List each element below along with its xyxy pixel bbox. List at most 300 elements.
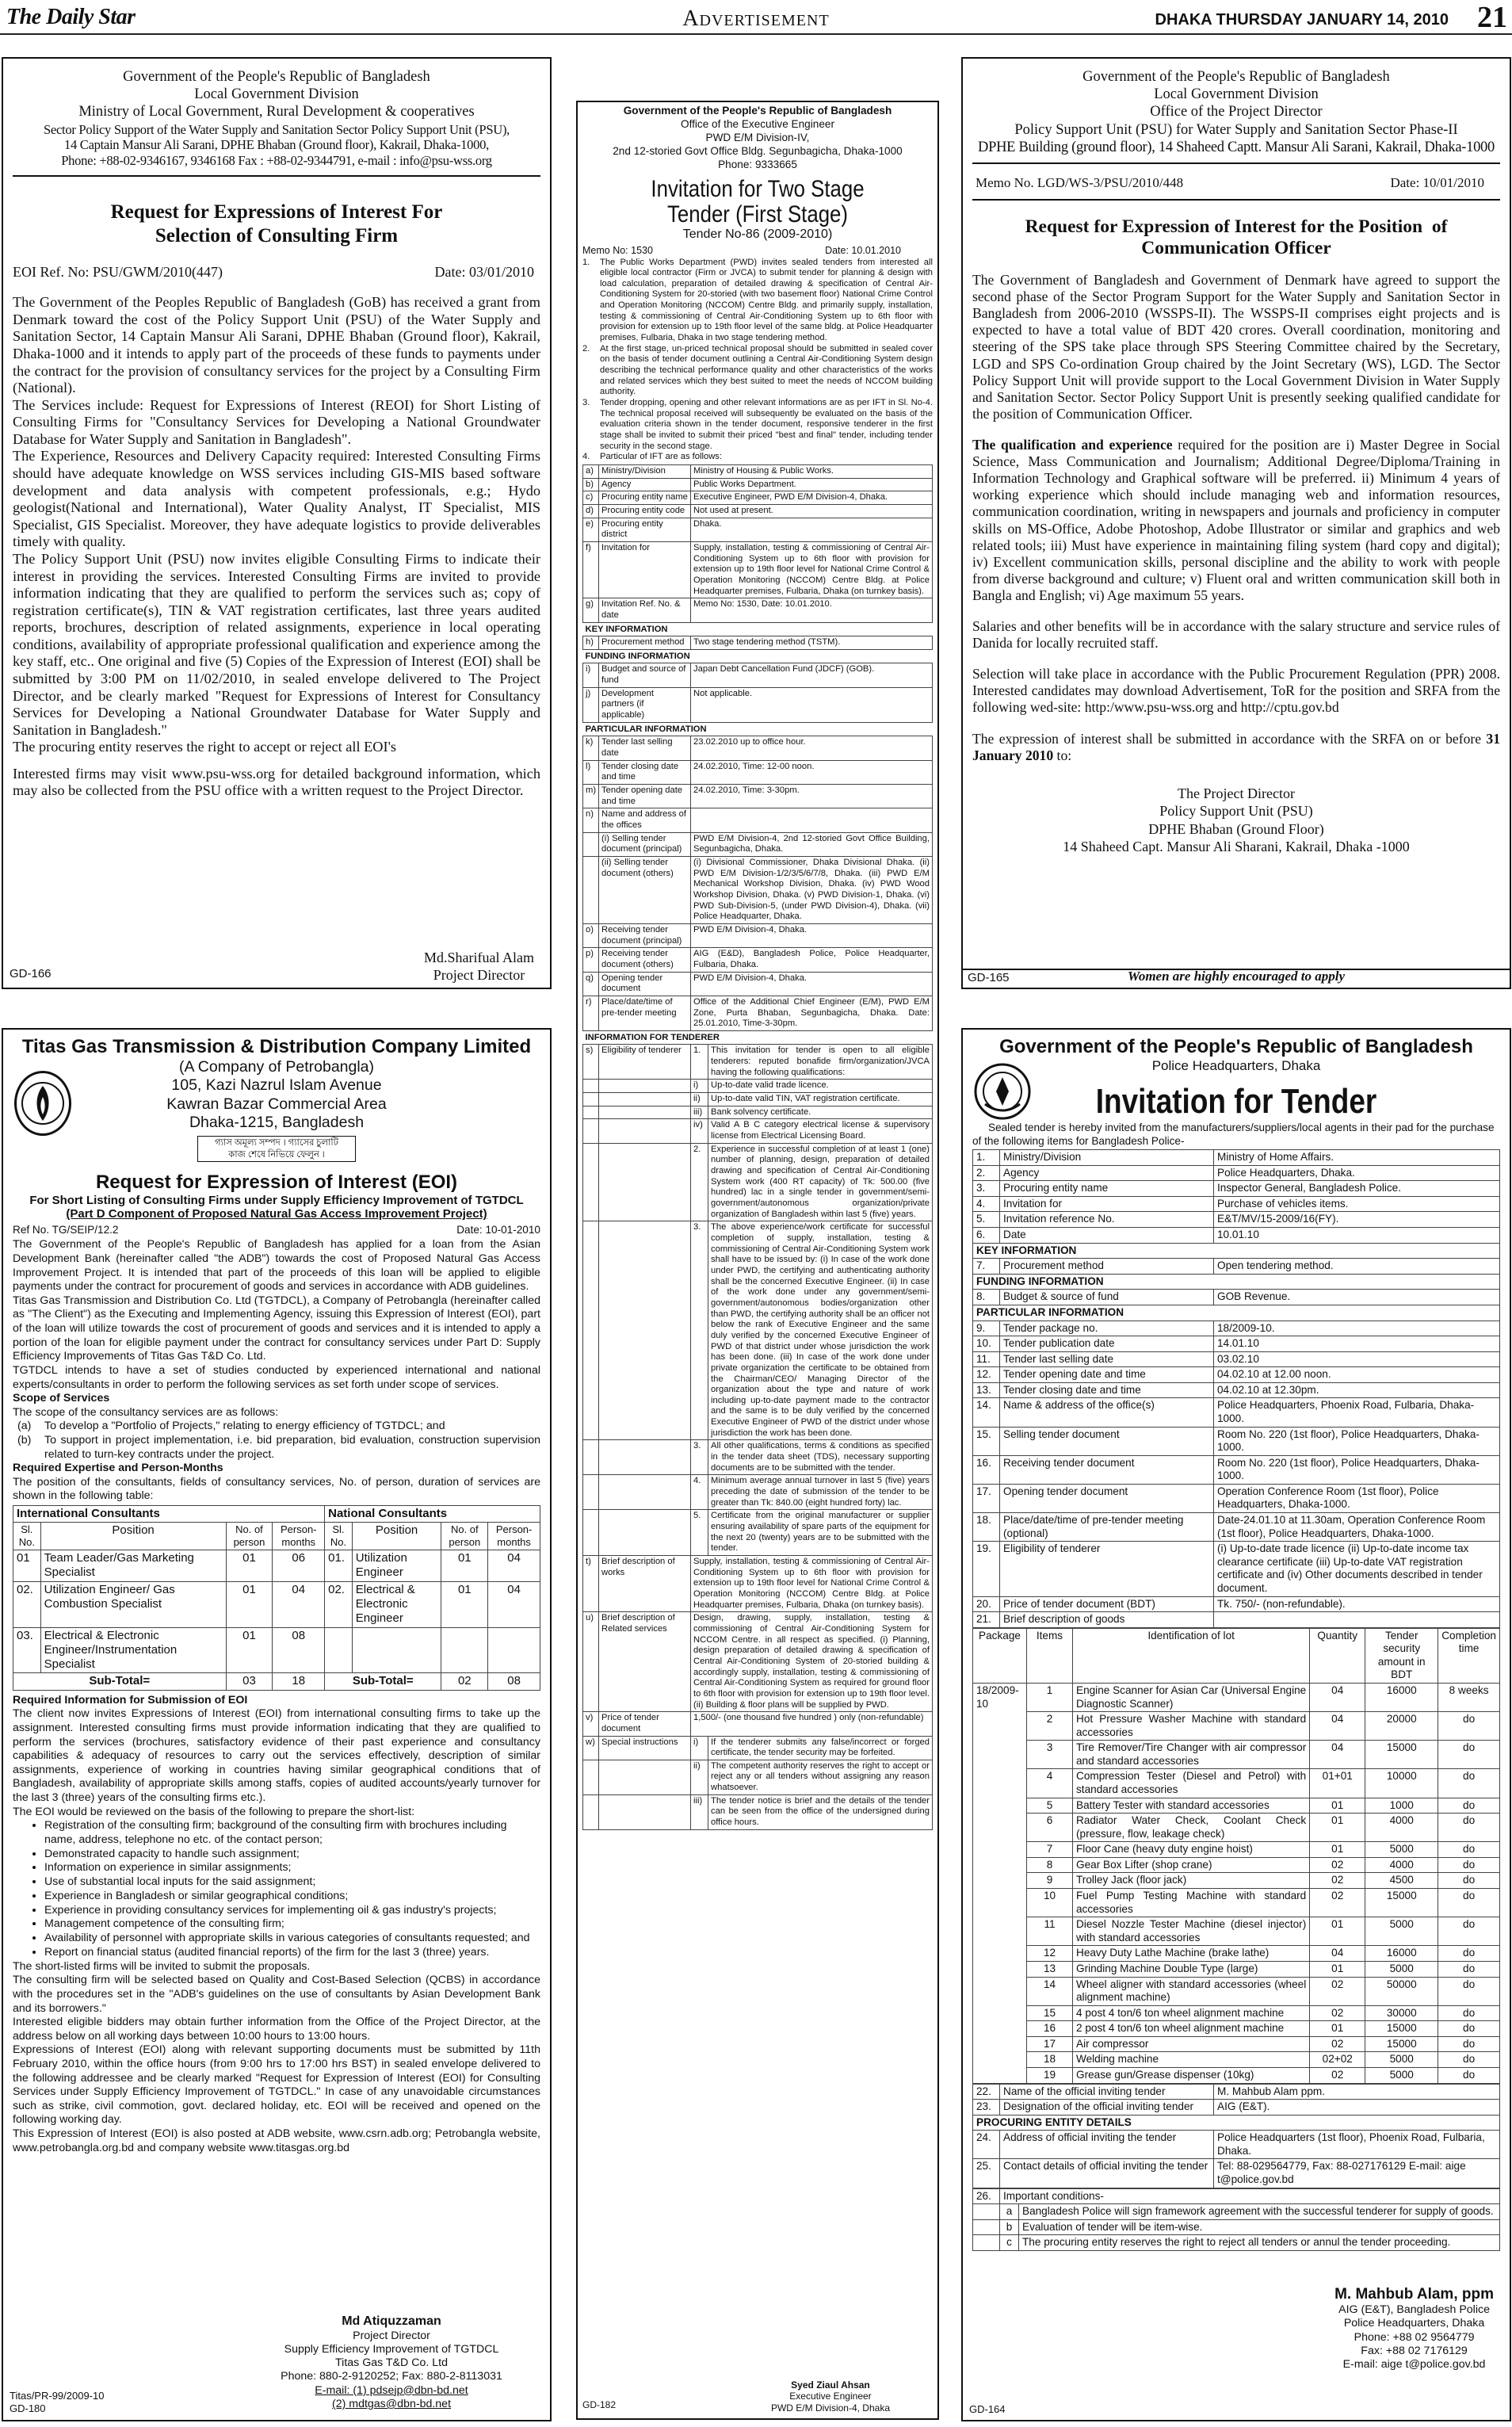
ad5-lot-cell: 4500 xyxy=(1365,1873,1438,1889)
ad4-cell: 01. xyxy=(325,1550,353,1582)
ad5-row-num: 19. xyxy=(973,1542,1000,1596)
ad2-row-key: k) xyxy=(583,736,599,760)
ad2-row-value xyxy=(691,808,933,832)
ad5-lot-cell: 04 xyxy=(1310,1712,1365,1741)
ad2-row-label: Opening tender document xyxy=(599,972,691,996)
ad5-row-value: 10.01.10 xyxy=(1214,1228,1500,1244)
ad4-cell: 01 xyxy=(226,1627,273,1673)
ad5-row xyxy=(973,1259,1500,1275)
ad5-lot-row xyxy=(973,1798,1500,1814)
ad5-lot-cell: do xyxy=(1438,1946,1500,1962)
ad5-lot-cell: 01+01 xyxy=(1310,1769,1365,1798)
ad5-lot-cell: Heavy Duty Lathe Machine (brake lathe) xyxy=(1073,1946,1310,1962)
ad4-col-header: No. of person xyxy=(441,1523,488,1550)
ad2-row-key xyxy=(583,1221,599,1440)
ad-police-invitation-tender xyxy=(961,1028,1511,2421)
ad4-scope-item xyxy=(13,1420,540,1434)
ad4-col-header: Position xyxy=(40,1523,226,1550)
ad3-deadline-date: 31 January 2010 xyxy=(972,730,1500,763)
ad5-lot-cell: 10 xyxy=(1027,1889,1073,1917)
ad4-col-header: No. of person xyxy=(226,1523,273,1550)
ad5-lot-cell: do xyxy=(1438,1814,1500,1842)
ad3-qualifications xyxy=(972,437,1500,604)
ad2-elig-num: 3. xyxy=(691,1440,708,1475)
ad5-row-value xyxy=(1214,1612,1500,1628)
ad5-row-value: Police Headquarters, Dhaka. xyxy=(1214,1165,1500,1181)
ad5-row-num: 18. xyxy=(973,1513,1000,1542)
ad2-row-label: (ii) Selling tender document (others) xyxy=(599,856,691,923)
ad4-cell: 02. xyxy=(13,1581,41,1627)
ad2-row xyxy=(583,923,933,947)
ad4-slogan: কাজ শেষে নিভিয়ে ফেলুন । xyxy=(228,1149,325,1160)
ad5-lot-cell: 16000 xyxy=(1365,1683,1438,1711)
ad2-elig-text: Certificate from the original manufacturer or supplier ensuring availability of spare parts of the equipment for the next 20 (twenty) years are to be submitted with the tender. xyxy=(708,1510,933,1556)
ad4-info-paragraph: The client now invites Expressions of Interest (EOI) from international consulting firms to take up the assignment. Interested consulting firms must provide information indicating that they are qualified to perform the services (brochures, satisfactory evidence of their past experience and consultancy capabilities & adequacy of resources to carry out the services effectively, description of similar assignments, experience of working in countries having similar geographical conditions that of Bangladesh, availability of appropriate skills among staffs, copies of audited accounts/yearly turnover for the last 3 (three) years of the consulting firms etc.). xyxy=(13,1707,540,1804)
ad4-consultant-row xyxy=(13,1581,540,1627)
ad-psu-eoi-consulting-firm xyxy=(2,57,552,989)
ad5-lot-cell: 02 xyxy=(1310,2068,1365,2084)
ad5-lot-cell: do xyxy=(1438,1917,1500,1946)
ad5-title: Invitation for Tender xyxy=(1095,1082,1377,1121)
ad2-row-label: Special instructions xyxy=(599,1736,691,1760)
ad2-row-value: 24.02.2010, Time: 3-30pm. xyxy=(691,785,933,808)
ad5-row xyxy=(973,2159,1500,2188)
ad4-paragraph: Titas Gas Transmission and Distribution Co. Ltd (TGTDCL), a Company of Petrobangla (hereinafter called as "The Client") as the Executing and Implementing Agency, issuing this Expression of Interest (EOI), part of the loan will utilize towards the cost of procurement of goods and services and it is intended to apply a portion of the loan for eligible payment under the contract for consultancy services under Part D: Supply Efficiency Improvements of Titas Gas T&D Co. Ltd. xyxy=(13,1294,540,1363)
ad2-elig-num: iv) xyxy=(691,1119,708,1143)
ad2-elig-text: Valid A B C category electrical license & supervisory license from Electrical Licensing Board. xyxy=(708,1119,933,1143)
ad5-lot-cell: 12 xyxy=(1027,1946,1073,1962)
ad2-row xyxy=(583,736,933,760)
ad2-section-heading: KEY INFORMATION xyxy=(585,624,668,634)
ad2-row-value: (i) Divisional Commissioner, Dhaka Divisional Dhaka. (ii) PWD E/M Division-1/2/3/5/6/7/8, Dhaka. (iii) PWD E/M Mechanical Workshop Division, Dhaka. (iv) PWD Wood Workshop Division, Dhaka. (v) PWD Division-1, Dhaka. (vi) PWD Sub-Division-5, (under PWD Division-4), Dhaka. (vii) Police Headquarter, Dhaka. xyxy=(691,856,933,923)
ad5-lot-row xyxy=(973,1873,1500,1889)
ad2-row-label: Invitation for xyxy=(599,541,691,598)
ad2-row-label: Brief description of works xyxy=(599,1556,691,1612)
ad5-row-label: Place/date/time of pre-tender meeting (optional) xyxy=(1000,1513,1214,1542)
ad5-lot-cell: 2 post 4 ton/6 ton wheel alignment machine xyxy=(1073,2021,1310,2037)
ad-titas-gas-eoi xyxy=(2,1028,552,2421)
ad2-row xyxy=(583,663,933,687)
ad5-row-label: Contact details of official inviting the tender xyxy=(1000,2159,1214,2188)
ad2-elig-num: 4. xyxy=(691,1475,708,1510)
ad5-lot-cell: 20000 xyxy=(1365,1712,1438,1741)
ad2-intro-num: 2. xyxy=(582,343,590,354)
ad2-row-key xyxy=(583,1475,599,1510)
ad2-row xyxy=(583,785,933,808)
ad4-subtotal-value: 08 xyxy=(488,1673,540,1690)
ad5-lot-cell: 02+02 xyxy=(1310,2052,1365,2068)
ad5-row-value: Inspector General, Bangladesh Police. xyxy=(1214,1181,1500,1197)
ad2-intro-text: Particular of IFT are as follows: xyxy=(600,452,722,462)
ad5-row-num: 20. xyxy=(973,1596,1000,1612)
ad5-lot-cell: 04 xyxy=(1310,1946,1365,1962)
ad4-criteria-item: • Use of substantial local inputs for the said assignment; xyxy=(44,1875,540,1890)
ad5-gd-code: GD-164 xyxy=(969,2403,1006,2415)
ad2-eligibility-row xyxy=(583,1093,933,1106)
ad2-row xyxy=(583,832,933,856)
ad4-closing-paragraph: The consulting firm will be selected based on Quality and Cost-Based Selection (QCBS) in accordance with the procedures set in the "ADB's guidelines on the use of consultants by Asian Development Bank and its borrowers." xyxy=(13,1974,540,2015)
ad1-org-line: Ministry of Local Government, Rural Development & cooperatives xyxy=(78,104,475,120)
ad5-intro: Sealed tender is hereby invited from the manufacturers/suppliers/local agents in their pad for the purchase of the following items for Bangladesh Police- xyxy=(972,1122,1495,1147)
ad5-row-num: 21. xyxy=(973,1612,1000,1628)
ad2-elig-text: If the tenderer submits any false/incorrect or forged certificate, the tender security may be forfeited. xyxy=(708,1736,933,1760)
ad2-row-key xyxy=(583,1440,599,1475)
ad2-office: Phone: 9333665 xyxy=(718,158,797,170)
ad5-row-label: Receiving tender document xyxy=(1000,1455,1214,1484)
issue-date: DHAKA THURSDAY JANUARY 14, 2010 xyxy=(1155,11,1449,29)
ad5-lot-row xyxy=(973,1814,1500,1842)
ad5-lot-cell: 30000 xyxy=(1365,2005,1438,2021)
ad2-row-label: Tender opening date and time xyxy=(599,785,691,808)
ad5-row-num: 15. xyxy=(973,1427,1000,1455)
ad5-condition-row xyxy=(973,2235,1500,2251)
ad2-special-row xyxy=(583,1760,933,1794)
ad4-cell xyxy=(488,1627,540,1673)
ad5-lot-cell: 15000 xyxy=(1365,1741,1438,1769)
ad5-official-table xyxy=(972,2084,1500,2188)
ad5-lot-row xyxy=(973,1917,1500,1946)
ad2-elig-num: ii) xyxy=(691,1760,708,1794)
ad5-row xyxy=(973,1455,1500,1484)
ad2-signatory-title: Executive Engineer xyxy=(789,2391,872,2402)
ad2-row-label: Procuring entity code xyxy=(599,504,691,518)
ad5-row xyxy=(973,1274,1500,1290)
ad5-lot-cell: do xyxy=(1438,1769,1500,1798)
ad5-row-label: Tender last selling date xyxy=(1000,1351,1214,1367)
ad5-lot-cell: 01 xyxy=(1310,1798,1365,1814)
ad4-closing-paragraph: Interested eligible bidders may obtain further information from the Office of the Project Director, at the address below on all working days between 10:00 hours to 13:00 hours. xyxy=(13,2016,540,2043)
ad5-lot-cell: 15000 xyxy=(1365,2036,1438,2052)
ad5-lot-cell: 15000 xyxy=(1365,1889,1438,1917)
ad5-lot-cell: 16 xyxy=(1027,2021,1073,2037)
ad4-ref: Ref No. TG/SEIP/12.2 xyxy=(13,1224,119,1236)
ad5-row-num: 14. xyxy=(973,1398,1000,1427)
ad5-lot-cell: 16000 xyxy=(1365,1946,1438,1962)
ad2-row-key: w) xyxy=(583,1736,599,1760)
ad5-row xyxy=(973,1181,1500,1197)
ad4-col-header-row xyxy=(13,1523,540,1550)
ad5-lot-cell: 5000 xyxy=(1365,2052,1438,2068)
ad5-row xyxy=(973,1484,1500,1512)
ad2-section-heading: FUNDING INFORMATION xyxy=(585,651,690,661)
ad2-row-key xyxy=(583,1794,599,1829)
ad4-sub-line: Dhaka-1215, Bangladesh xyxy=(189,1114,365,1132)
ad1-title: Selection of Consulting Firm xyxy=(155,225,399,247)
ad5-lot-cell: do xyxy=(1438,1741,1500,1769)
ad2-row-value: Not used at present. xyxy=(691,504,933,518)
ad5-row-value: E&T/MV/15-2009/16(FY). xyxy=(1214,1212,1500,1228)
ad3-deadline xyxy=(972,731,1500,764)
ad5-lot-cell: 17 xyxy=(1027,2036,1073,2052)
ad4-criteria-item: • Information on experience in similar assignments; xyxy=(44,1861,540,1875)
ad2-intro-num: 1. xyxy=(582,257,590,267)
ad4-col-header: Sl. No. xyxy=(325,1523,353,1550)
ad5-conditions-header xyxy=(973,2188,1500,2204)
ad4-criteria-item: • Experience in Bangladesh or similar geographical conditions; xyxy=(44,1890,540,1904)
ad5-lot-cell: do xyxy=(1438,2068,1500,2084)
ad5-row xyxy=(973,1165,1500,1181)
ad2-row-label: Ministry/Division xyxy=(599,464,691,478)
ad2-row-key: u) xyxy=(583,1612,599,1712)
ad5-row-num: 22. xyxy=(973,2084,1000,2100)
ad5-row-value: AIG (E&T). xyxy=(1214,2100,1500,2116)
ad2-row-label xyxy=(599,1143,691,1221)
ad3-qual-lead: The qualification and experience xyxy=(972,436,1173,453)
ad5-row-num: 9. xyxy=(973,1321,1000,1336)
ad5-lot-cell: 9 xyxy=(1027,1873,1073,1889)
ad2-row-key xyxy=(583,1143,599,1221)
ad3-address-line: 14 Shaheed Capt. Mansur Ali Sharani, Kakrail, Dhaka -1000 xyxy=(1063,839,1410,855)
ad5-lot-row xyxy=(973,1712,1500,1741)
ad5-row-value: 03.02.10 xyxy=(1214,1351,1500,1367)
ad5-row-label: Selling tender document xyxy=(1000,1427,1214,1455)
ad4-consultant-row xyxy=(13,1550,540,1582)
ad2-row-key: m) xyxy=(583,785,599,808)
ad2-row-key: b) xyxy=(583,478,599,491)
ad2-row xyxy=(583,722,933,736)
ad2-row-value: Not applicable. xyxy=(691,687,933,722)
newspaper-logo: The Daily Star xyxy=(6,5,136,29)
ad4-criteria-item: • Management competence of the consulting firm; xyxy=(44,1917,540,1932)
ad4-subtotal-label: Sub-Total= xyxy=(13,1673,227,1690)
ad5-row-label: Tender closing date and time xyxy=(1000,1382,1214,1398)
ad1-paragraph: The Policy Support Unit (PSU) now invites eligible Consulting Firms to indicate their interest in providing the services. Interested Consulting Firms are invited to provide information indicating that they are qualified to perform the services such as; copy of registration certificate(s), TIN & VAT registration certificates, last three years audited reports, brochures, description of related assignments, experience in local operating conditions, availability of appropriate professional qualification and experience among the key staff, etc.. One original and five (5) Copies of the Expression of Interest (EOI) shall be submitted by 3:00 PM on 11/02/2010, in sealed envelope delivered to The Project Director, and be clearly marked "Request for Expressions of Interest for Consultancy Services for Developing a National Groundwater Database for Water Supply and Sanitation in Bangladesh." xyxy=(13,550,540,738)
ad5-row xyxy=(973,1243,1500,1259)
ad4-basis: The EOI would be reviewed on the basis of the following to prepare the short-list: xyxy=(13,1805,415,1818)
ad2-row-key xyxy=(583,832,599,856)
ad4-col-header: Person-months xyxy=(273,1523,325,1550)
ad4-info-heading: Required Information for Submission of EOI xyxy=(13,1693,248,1707)
ad5-lot-cell: 04 xyxy=(1310,1741,1365,1769)
ad5-row-label: Designation of the official inviting tender xyxy=(1000,2100,1214,2116)
ad5-row-num: 12. xyxy=(973,1367,1000,1383)
ad3-title: Communication Officer xyxy=(1141,237,1331,258)
ad2-row-value: Two stage tendering method (TSTM). xyxy=(691,636,933,650)
ad5-lot-cell: 7 xyxy=(1027,1842,1073,1858)
ad4-req-heading: Required Expertise and Person-Months xyxy=(13,1462,223,1475)
ad2-elig-num: 1. xyxy=(691,1045,708,1080)
ad2-row xyxy=(583,972,933,996)
ad3-gd-code: GD-165 xyxy=(968,971,1010,984)
ad4-signatory-line: Phone: 880-2-9120252; Fax: 880-2-8113031 xyxy=(281,2370,502,2383)
ad5-row xyxy=(973,2115,1500,2131)
ad2-elig-text: The competent authority reserves the right to accept or reject any or all tenders without assigning any reason whatsoever. xyxy=(708,1760,933,1794)
ad5-row-value: 04.02.10 at 12.00 noon. xyxy=(1214,1367,1500,1383)
ad2-intro-item xyxy=(582,398,933,452)
ad4-signatory-line: Project Director xyxy=(353,2329,430,2342)
ad3-org-line: Policy Support Unit (PSU) for Water Supply and Sanitation Sector Phase-II xyxy=(1014,121,1458,138)
ad2-special-row xyxy=(583,1736,933,1760)
ad3-paragraph: Salaries and other benefits will be in accordance with the salary structure and service rules of Danida for locally recruited staff. xyxy=(972,618,1500,652)
ad2-eligibility-row xyxy=(583,1475,933,1510)
ad2-eligibility-row xyxy=(583,1045,933,1080)
ad2-row-label: Place/date/time of pre-tender meeting xyxy=(599,996,691,1030)
ad5-lot-cell: 15 xyxy=(1027,2005,1073,2021)
ad2-intro-item xyxy=(582,258,933,344)
ad5-row xyxy=(973,1228,1500,1244)
ad3-title: Request for Expression of Interest for the Position of xyxy=(1025,216,1448,237)
ad3-address-line: DPHE Bhaban (Ground Floor) xyxy=(1148,820,1324,837)
ad2-row-value: 23.02.2010 up to office hour. xyxy=(691,736,933,760)
ad5-lot-row xyxy=(973,2052,1500,2068)
ad2-row xyxy=(583,996,933,1030)
ad5-row-label: Date xyxy=(1000,1228,1214,1244)
ad4-sub-line: Kawran Bazar Commercial Area xyxy=(166,1095,387,1113)
ad5-row xyxy=(973,2084,1500,2100)
ad4-cell xyxy=(325,1627,353,1673)
ad5-row-value: Police Headquarters (1st floor), Phoenix Road, Fulbaria, Dhaka. xyxy=(1214,2131,1500,2159)
ad3-date: Date: 10/01/2010 xyxy=(1390,174,1484,190)
ad5-row xyxy=(973,2100,1500,2116)
ad4-criteria-item: • Demonstrated capacity to handle such assignment; xyxy=(44,1848,540,1862)
ad2-row-key xyxy=(583,856,599,923)
ad2-special-row xyxy=(583,1794,933,1829)
ad5-row xyxy=(973,1305,1500,1321)
ad2-row-key: r) xyxy=(583,996,599,1030)
ad2-row-key xyxy=(583,1080,599,1093)
ad5-row-num: 25. xyxy=(973,2159,1000,2188)
ad5-lot-cell: do xyxy=(1438,1889,1500,1917)
ad5-lots-col-header: Completion time xyxy=(1438,1628,1500,1683)
ad-pwd-two-stage-tender xyxy=(576,101,939,2420)
ad5-lot-cell: 14 xyxy=(1027,1977,1073,2005)
ad5-row-num: 13. xyxy=(973,1382,1000,1398)
ad2-row-label: Brief description of Related services xyxy=(599,1612,691,1712)
ad5-lots-header xyxy=(973,1628,1500,1683)
ad5-lot-cell: 10000 xyxy=(1365,1769,1438,1798)
ad2-row-label xyxy=(599,1794,691,1829)
ad2-elig-num: 2. xyxy=(691,1143,708,1221)
ad4-email[interactable]: E-mail: (1) pdsejp@dbn-bd.net xyxy=(315,2383,468,2397)
ad5-lot-cell: 01 xyxy=(1310,1961,1365,1977)
ad2-title: Invitation for Two Stage xyxy=(651,175,865,202)
ad4-footer-code: Titas/PR-99/2009-10 xyxy=(10,2390,105,2402)
ad5-lot-cell: 02 xyxy=(1310,2005,1365,2021)
ad2-row-label xyxy=(599,1221,691,1440)
ad5-lot-cell: Gear Box Lifter (shop crane) xyxy=(1073,1857,1310,1873)
ad5-lot-cell: 01 xyxy=(1310,1917,1365,1946)
ad5-row xyxy=(973,1290,1500,1305)
ad5-row xyxy=(973,2131,1500,2159)
ad4-signatory-line: Supply Efficiency Improvement of TGTDCL xyxy=(284,2342,499,2356)
ad4-scope-heading: Scope of Services xyxy=(13,1392,110,1405)
ad5-row xyxy=(973,1321,1500,1336)
ad1-org-line: Government of the People's Republic of Bangladesh xyxy=(123,69,430,85)
ad5-row-num xyxy=(973,2219,1000,2235)
ad5-lot-cell: Fuel Pump Testing Machine with standard accessories xyxy=(1073,1889,1310,1917)
ad2-memo-date: Date: 10.01.2010 xyxy=(825,244,901,256)
ad4-cell: 02. xyxy=(325,1581,353,1627)
ad5-row-value: Tk. 750/- (non-refundable). xyxy=(1214,1596,1500,1612)
ad5-email[interactable]: E-mail: aige t@police.gov.bd xyxy=(1342,2358,1486,2372)
ad2-row-value: Japan Debt Cancellation Fund (JDCF) (GOB). xyxy=(691,663,933,687)
ad2-row xyxy=(583,1712,933,1736)
ad3-org-line: Local Government Division xyxy=(1154,86,1319,103)
ad4-scope-item xyxy=(13,1434,540,1462)
ad2-eligibility-row xyxy=(583,1143,933,1221)
ad5-row-value: 14.01.10 xyxy=(1214,1336,1500,1352)
ad5-lot-row xyxy=(973,2005,1500,2021)
ad5-lot-cell: Air compressor xyxy=(1073,2036,1310,2052)
ad5-row-value: GOB Revenue. xyxy=(1214,1290,1500,1305)
ad4-company-name: Titas Gas Transmission & Distribution Company Limited xyxy=(21,1036,532,1057)
ad4-cell: 03. xyxy=(13,1627,41,1673)
ad5-condition-key: b xyxy=(1000,2219,1019,2235)
ad1-signatory-name: Md.Sharifual Alam xyxy=(424,950,534,965)
ad5-row-value: Date-24.01.10 at 11.30am, Operation Conference Room (1st floor), Police Headquarters, Dhaka-1000. xyxy=(1214,1513,1500,1542)
ad4-subheading-2: (Part D Component of Proposed Natural Gas Access Improvement Project) xyxy=(66,1207,487,1221)
ad5-row xyxy=(973,1336,1500,1352)
ad4-cell: 01 xyxy=(226,1550,273,1582)
ad5-lot-cell: 4000 xyxy=(1365,1857,1438,1873)
ad5-row-num: 5. xyxy=(973,1212,1000,1228)
ad4-subtotal-value: 02 xyxy=(441,1673,488,1690)
ad5-lot-cell: 6 xyxy=(1027,1814,1073,1842)
ad5-condition-text: Evaluation of tender will be item-wise. xyxy=(1019,2219,1500,2235)
ad2-row-label: Receiving tender document (others) xyxy=(599,948,691,972)
section-title: Advertisement xyxy=(682,6,830,31)
ad5-lot-cell: 4000 xyxy=(1365,1814,1438,1842)
ad2-elig-num: 5. xyxy=(691,1510,708,1556)
ad4-criteria-list xyxy=(44,1819,540,1960)
ad5-row-value: Police Headquarters, Phoenix Road, Fulbaria, Dhaka-1000. xyxy=(1214,1398,1500,1427)
ad2-row xyxy=(583,687,933,722)
ad5-lot-cell: 02 xyxy=(1310,1873,1365,1889)
ad2-elig-num: ii) xyxy=(691,1093,708,1106)
ad5-condition-text: The procuring entity reserves the right to reject all tenders or annul the tender proceeding. xyxy=(1019,2235,1500,2251)
ad4-cell: 01 xyxy=(13,1550,41,1582)
ad5-row-value: M. Mahbub Alam ppm. xyxy=(1214,2084,1500,2100)
ad2-row-key xyxy=(583,1106,599,1119)
ad4-subtotal-value: 03 xyxy=(226,1673,273,1690)
ad5-lot-row xyxy=(973,1961,1500,1977)
ad4-cell: Utilization Engineer/ Gas Combustion Specialist xyxy=(40,1581,226,1627)
ad5-condition-key: a xyxy=(1000,2204,1019,2220)
ad3-memo: Memo No. LGD/WS-3/PSU/2010/448 xyxy=(976,174,1184,190)
ad3-org-line: Government of the People's Republic of Bangladesh xyxy=(1082,69,1390,85)
ad2-row xyxy=(583,504,933,518)
ad5-lot-row xyxy=(973,1741,1500,1769)
ad2-section-heading: INFORMATION FOR TENDERER xyxy=(585,1032,720,1042)
ad5-lot-cell: 2 xyxy=(1027,1712,1073,1741)
ad2-elig-text: The above experience/work certificate for successful completion of supply, installation, testing & commissioning of Central Air-Conditioning System work shall have to be issued by: (i) In case of the work done under PWD, the certifying and authenticating authority shall be the concerned Executive Engineer. (ii) In case of the work done under any government/semi-government/autonomous bodies/organization other than PWD, the certifying authority shall be an officer not below the rank of Executive Engineer and the same duly verified by the concerned Executive Engineer of PWD of that district under whose jurisdiction the work has been done. (iii) In case of the work done under private organization the certificate to be obtained from the Chairman/CEO/ Managing Director of the organization about the type and nature of work including up-to-date payment made to the contractor and the same is to be duly verified by the concerned Executive Engineer of PWD of the district under whose jurisdiction the work has been done. xyxy=(708,1221,933,1440)
ad5-row-num: 16. xyxy=(973,1455,1000,1484)
ad5-conditions-table xyxy=(972,2188,1500,2251)
ad5-signatory-line: AIG (E&T), Bangladesh Police xyxy=(1338,2303,1490,2317)
ad5-row-num: 8. xyxy=(973,1290,1000,1305)
ad5-row-value: 18/2009-10. xyxy=(1214,1321,1500,1336)
ad2-elig-text: Minimum average annual turnover in last 5 (five) years preceding the date of submission of the tender to be greater than Tk: 840.00 (eight hundred forty) lac. xyxy=(708,1475,933,1510)
ad5-lot-cell: do xyxy=(1438,1712,1500,1741)
ad2-row-key: f) xyxy=(583,541,599,598)
ad5-condition-text: Bangladesh Police will sign framework agreement with the successful tenderer for supply of goods. xyxy=(1019,2204,1500,2220)
ad2-row-key: n) xyxy=(583,808,599,832)
ad2-row-value: Executive Engineer, PWD E/M Division-4, Dhaka. xyxy=(691,491,933,505)
ad4-scope-intro: The scope of the consultancy services are as follows: xyxy=(13,1405,279,1419)
ad5-lot-cell: 3 xyxy=(1027,1741,1073,1769)
ad2-intro-item xyxy=(582,452,933,463)
ad2-row xyxy=(583,478,933,491)
page-header xyxy=(0,0,1512,35)
ad4-cell: Electrical & Electronic Engineer/Instrumentation Specialist xyxy=(40,1627,226,1673)
ad4-email[interactable]: (2) mdtgas@dbn-bd.net xyxy=(331,2398,452,2411)
ad5-row-value: Open tendering method. xyxy=(1214,1259,1500,1275)
ad2-row-value: Public Works Department. xyxy=(691,478,933,491)
ad5-lot-cell: 04 xyxy=(1310,1683,1365,1711)
ad2-row-label xyxy=(599,1080,691,1093)
ad5-lot-cell: 5000 xyxy=(1365,2068,1438,2084)
ad5-lot-cell: 01 xyxy=(1310,1842,1365,1858)
